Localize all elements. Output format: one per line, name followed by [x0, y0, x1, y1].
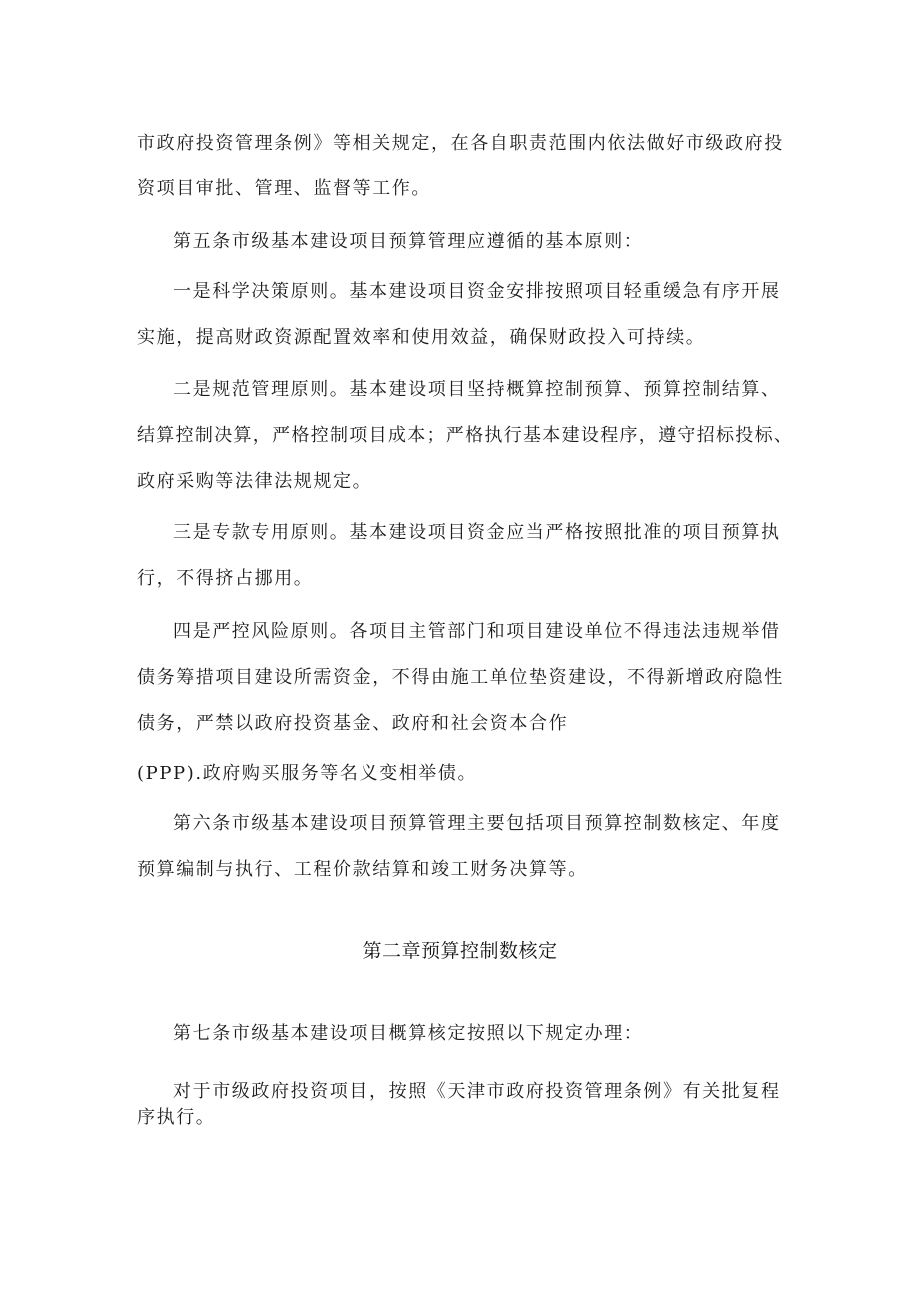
text-line: (PPP).政府购买服务等名义变相举债。	[137, 763, 478, 784]
text-line: 债务筹措项目建设所需资金，不得由施工单位垫资建设，不得新增政府隐性	[137, 667, 784, 688]
text-line: 一是科学决策原则。基本建设项目资金安排按照项目轻重缓急有序开展	[173, 281, 781, 302]
text-line: 行，不得挤占挪用。	[137, 568, 314, 589]
text-line: 结算控制决算，严格控制项目成本；严格执行基本建设程序，遵守招标投标、	[137, 425, 794, 446]
text-line: 资项目审批、管理、监督等工作。	[137, 178, 431, 199]
text-line: 实施，提高财政资源配置效率和使用效益，确保财政投入可持续。	[137, 327, 706, 348]
text-line: 二是规范管理原则。基本建设项目坚持概算控制预算、预算控制结算、	[173, 379, 781, 400]
text-line: 预算编制与执行、工程价款结算和竣工财务决算等。	[137, 859, 588, 880]
text-line: 四是严控风险原则。各项目主管部门和项目建设单位不得违法违规举借	[173, 621, 781, 642]
chapter-heading: 第二章预算控制数核定	[362, 940, 558, 962]
article-7-heading: 第七条市级基本建设项目概算核定按照以下规定办理：	[173, 1023, 644, 1044]
article-6-line: 第六条市级基本建设项目预算管理主要包括项目预算控制数核定、年度	[173, 813, 781, 834]
text-line: 债务，严禁以政府投资基金、政府和社会资本合作	[137, 713, 569, 734]
text-line: 市政府投资管理条例》等相关规定，在各自职责范围内依法做好市级政府投	[137, 133, 784, 154]
text-line: 序执行。	[137, 1107, 216, 1128]
text-line: 对于市级政府投资项目，按照《天津市政府投资管理条例》有关批复程	[173, 1081, 781, 1102]
article-5-heading: 第五条市级基本建设项目预算管理应遵循的基本原则：	[173, 231, 644, 252]
text-line: 三是专款专用原则。基本建设项目资金应当严格按照批准的项目预算执	[173, 522, 781, 543]
text-line: 政府采购等法律法规规定。	[137, 471, 373, 492]
